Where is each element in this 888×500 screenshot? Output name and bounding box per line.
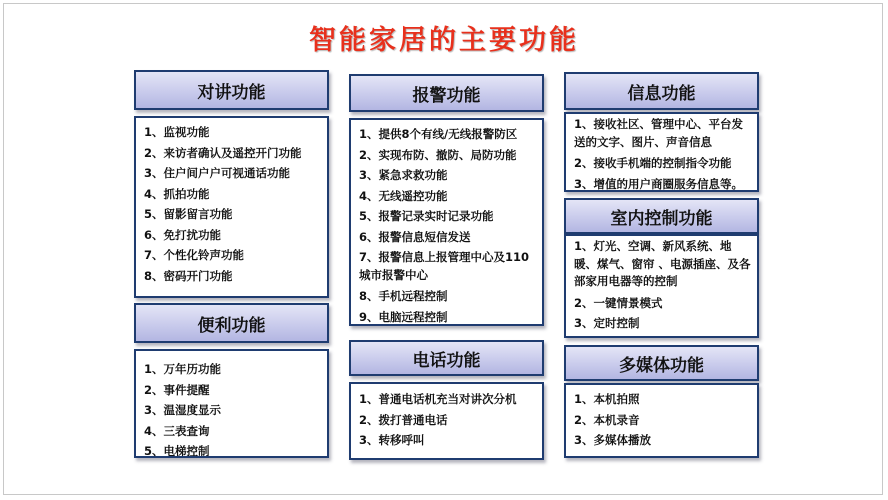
card-header: 多媒体功能 bbox=[564, 345, 759, 381]
list-item: 1、监视功能 bbox=[144, 125, 210, 139]
list-item: 8、手机远程控制 bbox=[359, 289, 448, 303]
list-item: 2、一键情景模式 bbox=[574, 295, 663, 310]
list-item: 2、实现布防、撤防、局防功能 bbox=[359, 147, 517, 162]
card-body bbox=[349, 118, 544, 326]
list-item: 1、灯光、空调、新风系统、地暖、煤气、窗帘 、电源插座、及各部家用电器等的控制 bbox=[574, 239, 751, 288]
list-item: 1、本机拍照 bbox=[574, 392, 640, 406]
card-multimedia bbox=[564, 345, 759, 458]
list-item: 2、拨打普通电话 bbox=[359, 412, 448, 427]
card-alarm bbox=[349, 74, 544, 326]
list-item: 1、提供8个有线/无线报警防区 bbox=[359, 127, 518, 141]
card-intercom bbox=[134, 70, 329, 298]
list-item: 3、紧急求救功能 bbox=[359, 168, 448, 182]
list-item: 2、本机录音 bbox=[574, 412, 640, 427]
list-item: 6、报警信息短信发送 bbox=[359, 229, 471, 244]
card-information bbox=[564, 72, 759, 192]
card-header: 信息功能 bbox=[564, 72, 759, 110]
list-item: 1、接收社区、管理中心、平台发送的文字、图片、声音信息 bbox=[574, 117, 743, 149]
list-item: 5、留影留言功能 bbox=[144, 207, 233, 221]
list-item: 3、住户间户户可视通话功能 bbox=[144, 166, 291, 180]
card-header: 电话功能 bbox=[349, 340, 544, 376]
card-telephone bbox=[349, 340, 544, 460]
slide-title: 智能家居的主要功能 bbox=[309, 25, 579, 56]
card-body bbox=[564, 234, 759, 338]
list-item: 3、增值的用户商圈服务信息等。 bbox=[574, 176, 743, 191]
card-body bbox=[564, 383, 759, 458]
list-item: 9、电脑远程控制 bbox=[359, 309, 448, 324]
list-item: 5、电梯控制 bbox=[144, 444, 210, 458]
list-item: 3、温湿度显示 bbox=[144, 403, 222, 417]
list-item: 3、多媒体播放 bbox=[574, 433, 652, 447]
card-header: 对讲功能 bbox=[134, 70, 329, 110]
list-item: 6、免打扰功能 bbox=[144, 227, 222, 242]
list-item: 4、抓拍功能 bbox=[144, 186, 210, 201]
list-item: 2、来访者确认及遥控开门功能 bbox=[144, 145, 302, 160]
list-item: 2、事件提醒 bbox=[144, 382, 210, 397]
card-convenience bbox=[134, 303, 329, 458]
card-indoor-control bbox=[564, 198, 759, 338]
list-item: 4、无线遥控功能 bbox=[359, 188, 448, 203]
list-item: 2、接收手机端的控制指令功能 bbox=[574, 156, 732, 170]
card-header: 便利功能 bbox=[134, 303, 329, 343]
list-item: 4、三表查询 bbox=[144, 423, 210, 438]
card-body bbox=[134, 349, 329, 458]
card-header: 室内控制功能 bbox=[564, 198, 759, 234]
card-body bbox=[349, 382, 544, 460]
list-item: 7、个性化铃声功能 bbox=[144, 248, 245, 262]
list-item: 7、报警信息上报管理中心及110城市报警中心 bbox=[359, 250, 530, 282]
list-item: 1、普通电话机充当对讲次分机 bbox=[359, 392, 517, 406]
card-header: 报警功能 bbox=[349, 74, 544, 112]
card-body bbox=[564, 112, 759, 192]
list-item: 5、报警记录实时记录功能 bbox=[359, 209, 494, 223]
list-item: 3、转移呼叫 bbox=[359, 433, 425, 447]
list-item: 1、万年历功能 bbox=[144, 362, 222, 376]
card-body bbox=[134, 116, 329, 298]
list-item: 8、密码开门功能 bbox=[144, 268, 233, 283]
list-item: 3、定时控制 bbox=[574, 316, 640, 330]
